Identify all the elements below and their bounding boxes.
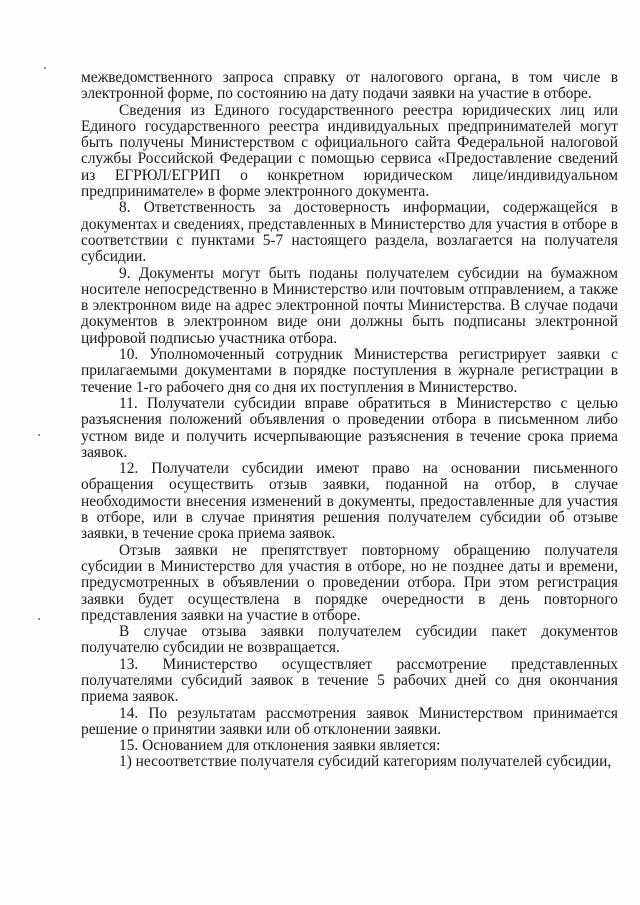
paragraph: межведомственного запроса справку от налогового органа, в том числе в электронной форме, по состоянию на дату подачи заявки на участие в отборе. xyxy=(81,69,618,103)
paragraph-item-14: 14. По результатам рассмотрения заявок Министерством принимается решение о принятии заявки или об отклонении заявки. xyxy=(81,704,618,738)
paragraph-item-13: 13. Министерство осуществляет рассмотрение представленных получателями субсидий заявок в течение 5 рабочих дней со дня окончания приема заявок. xyxy=(81,655,618,706)
scan-speck xyxy=(44,67,46,69)
paragraph-item-8: 8. Ответственность за достоверность информации, содержащейся в документах и сведениях, представленных в Министерство для участия в отборе в соответствии с пунктами 5-7 настоящего раздела, возлагается на получателя субсидии. xyxy=(81,199,618,266)
paragraph-item-15: 15. Основанием для отклонения заявки является: xyxy=(119,737,441,755)
scan-speck xyxy=(38,434,40,436)
paragraph-subitem-1: 1) несоответствие получателя субсидий категориям получателей субсидии, xyxy=(119,753,612,771)
paragraph: В случае отзыва заявки получателем субсидии пакет документов получателю субсидии не возвращается. xyxy=(81,623,618,657)
paragraph: Отзыв заявки не препятствует повторному обращению получателя субсидии в Министерство для участия в отборе, но не позднее даты и времени, предусмотренных в объявлении о проведении отбора. При этом регистрация заявки будет осуществлена в порядке очередности в день повторного представления заявки на участие в отборе. xyxy=(81,541,618,624)
paragraph-item-12: 12. Получатели субсидии имеют право на основании письменного обращения осуществить отзыв заявки, поданной на отбор, в случае необходимости внесения изменений в документы, предоставленные для участия в отборе, или в случае принятия решения получателем субсидии об отзыве заявки, в течение срока приема заявок. xyxy=(81,460,618,543)
scan-speck xyxy=(38,618,40,620)
paragraph-item-10: 10. Уполномоченный сотрудник Министерства регистрирует заявки с прилагаемыми документами в порядке поступления в журнале регистрации в течение 1-го рабочего дня со дня их поступления в Министерство. xyxy=(81,346,618,396)
paragraph-item-9: 9. Документы могут быть поданы получателем субсидии на бумажном носителе непосредственно в Министерство или почтовым отправлением, а также в электронном виде на адрес электронной почты Министерства. В случае подачи документов в электронном виде они должны быть подписаны электронной цифровой подписью участника отбора. xyxy=(81,264,618,347)
document-body xyxy=(81,70,618,771)
paragraph: Сведения из Единого государственного реестра юридических лиц или Единого государственного реестра индивидуальных предпринимателей могут быть получены Министерством с официального сайта Федеральной налоговой службы Российской Федерации с помощью сервиса «Предоставление сведений из ЕГРЮЛ/ЕГРИП о конкретном юридическом лице/индивидуальном предпринимателе» в форме электронного документа. xyxy=(81,101,618,201)
paragraph-item-11: 11. Получатели субсидии вправе обратиться в Министерство с целью разъяснения положений объявления о проведении отбора в письменном либо устном виде и получить исчерпывающие разъяснения в течение срока приема заявок. xyxy=(81,394,618,461)
